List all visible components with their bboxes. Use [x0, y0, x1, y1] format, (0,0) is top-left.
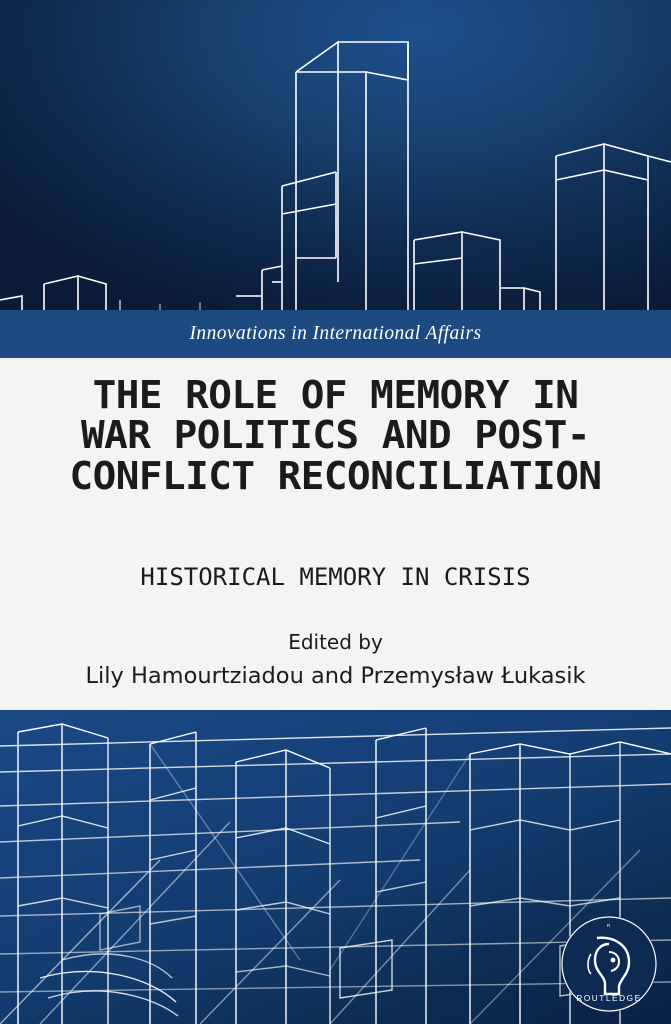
title-line-3: CONFLICT RECONCILIATION: [69, 453, 602, 499]
publisher-name: ROUTLEDGE: [576, 994, 642, 1003]
editors-names: Lily Hamourtziadou and Przemysław Łukasik: [85, 663, 586, 689]
logo-imprint-mark: R: [606, 923, 612, 928]
routledge-logo: [561, 916, 657, 1012]
page-title: [0, 373, 671, 499]
title-line-1: THE ROLE OF MEMORY IN: [92, 373, 579, 418]
series-title: Innovations in International Affairs: [189, 323, 482, 344]
title-panel: [0, 358, 671, 710]
title-line-2: WAR POLITICS AND POST-: [81, 413, 590, 459]
skyline-wireframe-icon: [0, 0, 671, 310]
edited-by-label: Edited by: [288, 630, 383, 654]
subtitle: HISTORICAL MEMORY IN CRISIS: [140, 563, 531, 591]
top-skyline-artwork: [0, 0, 671, 310]
series-bar: [0, 310, 671, 358]
